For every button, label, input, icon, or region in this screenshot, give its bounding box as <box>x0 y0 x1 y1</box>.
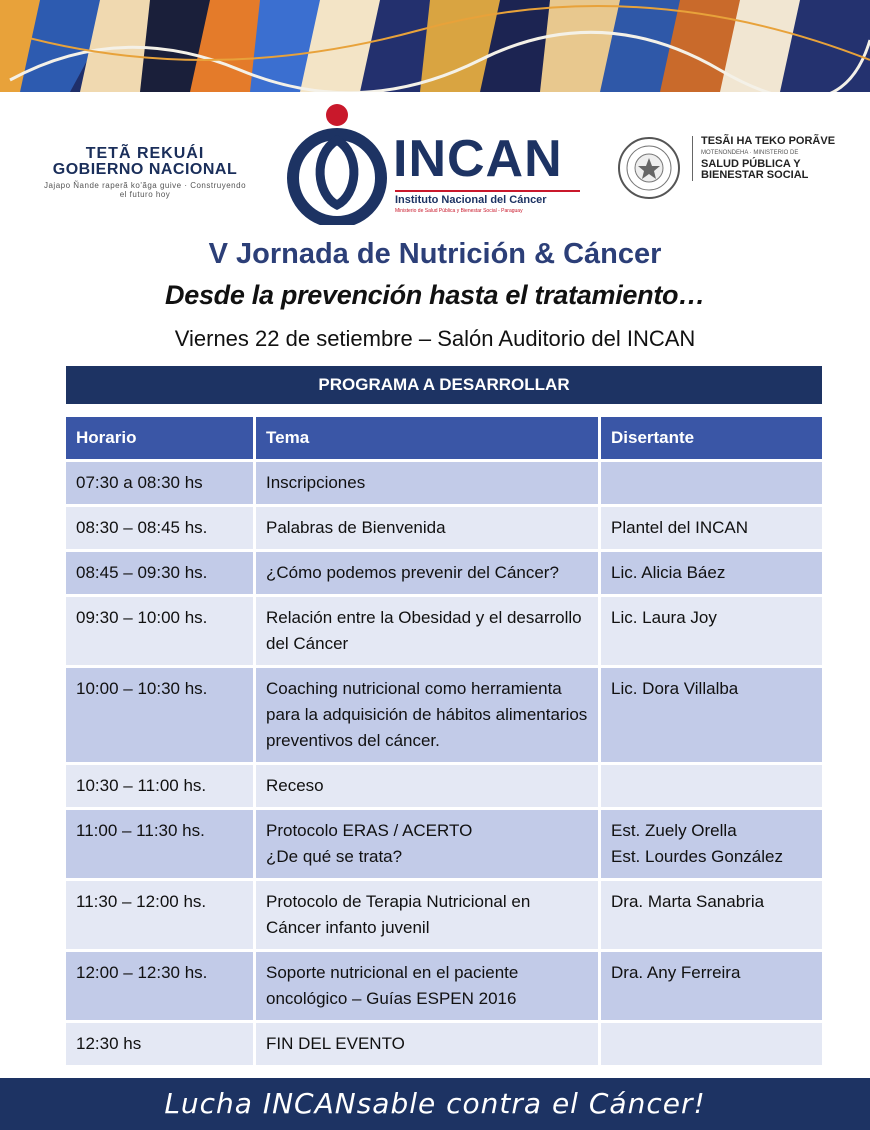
topic-cell: Protocolo de Terapia Nutricional en Cáncer infanto juvenil <box>253 881 598 949</box>
topic-cell: Relación entre la Obesidad y el desarrollo del Cáncer <box>253 597 598 665</box>
table-row <box>66 552 822 594</box>
table-row <box>66 881 822 949</box>
speaker-cell: Lic. Alicia Báez <box>598 552 822 594</box>
topic-cell: FIN DEL EVENTO <box>253 1023 598 1065</box>
speaker-cell <box>598 765 822 807</box>
gobierno-logo-line1: TETÃ REKUÁI <box>85 145 205 162</box>
table-row <box>66 507 822 549</box>
time-cell: 11:00 – 11:30 hs. <box>66 810 253 878</box>
logos-row <box>0 100 870 230</box>
table-row <box>66 952 822 1020</box>
topic-cell: Coaching nutricional como herramienta para la adquisición de hábitos alimentarios preventivos del cáncer. <box>253 668 598 762</box>
column-header-tema: Tema <box>253 417 598 459</box>
ministry-logo-line3: SALUD PÚBLICA Y BIENESTAR SOCIAL <box>701 158 809 181</box>
incan-logo-ministry: Ministerio de Salud Pública y Bienestar Social - Paraguay <box>395 208 523 214</box>
topic-cell: Soporte nutricional en el paciente oncológico – Guías ESPEN 2016 <box>253 952 598 1020</box>
speaker-cell <box>598 1023 822 1065</box>
time-cell: 08:45 – 09:30 hs. <box>66 552 253 594</box>
column-header-horario: Horario <box>66 417 253 459</box>
table-row <box>66 1023 822 1065</box>
speaker-cell: Dra. Marta Sanabria <box>598 881 822 949</box>
table-row <box>66 765 822 807</box>
schedule-header-row <box>66 417 822 459</box>
time-cell: 12:30 hs <box>66 1023 253 1065</box>
event-subtitle: Desde la prevención hasta el tratamiento… <box>165 280 705 310</box>
gobierno-logo-line2: GOBIERNO NACIONAL <box>52 161 238 178</box>
decorative-banner <box>0 0 870 92</box>
incan-ribbon-icon <box>282 100 392 225</box>
time-cell: 08:30 – 08:45 hs. <box>66 507 253 549</box>
event-date-location: Viernes 22 de setiembre – Salón Auditorio del INCAN <box>174 326 696 351</box>
speaker-cell: Plantel del INCAN <box>598 507 822 549</box>
gobierno-logo-tagline: Jajapo Ñande raperã ko'ãga guive · Construyendo el futuro hoy <box>43 181 247 199</box>
ministry-logo <box>692 136 841 181</box>
topic-cell: ¿Cómo podemos prevenir del Cáncer? <box>253 552 598 594</box>
time-cell: 09:30 – 10:00 hs. <box>66 597 253 665</box>
topic-cell: Palabras de Bienvenida <box>253 507 598 549</box>
topic-cell: Inscripciones <box>253 462 598 504</box>
time-cell: 12:00 – 12:30 hs. <box>66 952 253 1020</box>
time-cell: 10:00 – 10:30 hs. <box>66 668 253 762</box>
footer-slogan: Lucha INCANsable contra el Cáncer! <box>0 1078 870 1130</box>
time-cell: 10:30 – 11:00 hs. <box>66 765 253 807</box>
incan-logo-text: INCAN <box>393 130 563 188</box>
topic-cell: Protocolo ERAS / ACERTO ¿De qué se trata? <box>253 810 598 878</box>
speaker-cell: Est. Zuely Orella Est. Lourdes González <box>598 810 822 878</box>
incan-logo-subtitle: Instituto Nacional del Cáncer <box>395 190 580 206</box>
table-row <box>66 810 822 878</box>
program-header: PROGRAMA A DESARROLLAR <box>66 366 822 404</box>
schedule-body <box>66 462 822 1065</box>
speaker-cell: Dra. Any Ferreira <box>598 952 822 1020</box>
gobierno-nacional-logo <box>40 145 250 199</box>
table-row <box>66 668 822 762</box>
speaker-cell: Lic. Dora Villalba <box>598 668 822 762</box>
time-cell: 11:30 – 12:00 hs. <box>66 881 253 949</box>
ministry-logo-line1: TESÃI HA TEKO PORÃVE <box>701 135 836 147</box>
column-header-disertante: Disertante <box>598 417 822 459</box>
table-row <box>66 462 822 504</box>
schedule-table <box>66 414 822 1068</box>
table-row <box>66 597 822 665</box>
event-title: V Jornada de Nutrición & Cáncer <box>208 238 662 270</box>
speaker-cell: Lic. Laura Joy <box>598 597 822 665</box>
paraguay-seal-icon <box>617 136 681 200</box>
ministry-logo-line2: MOTENONDEHA · MINISTERIO DE <box>701 150 799 156</box>
topic-cell: Receso <box>253 765 598 807</box>
speaker-cell <box>598 462 822 504</box>
time-cell: 07:30 a 08:30 hs <box>66 462 253 504</box>
